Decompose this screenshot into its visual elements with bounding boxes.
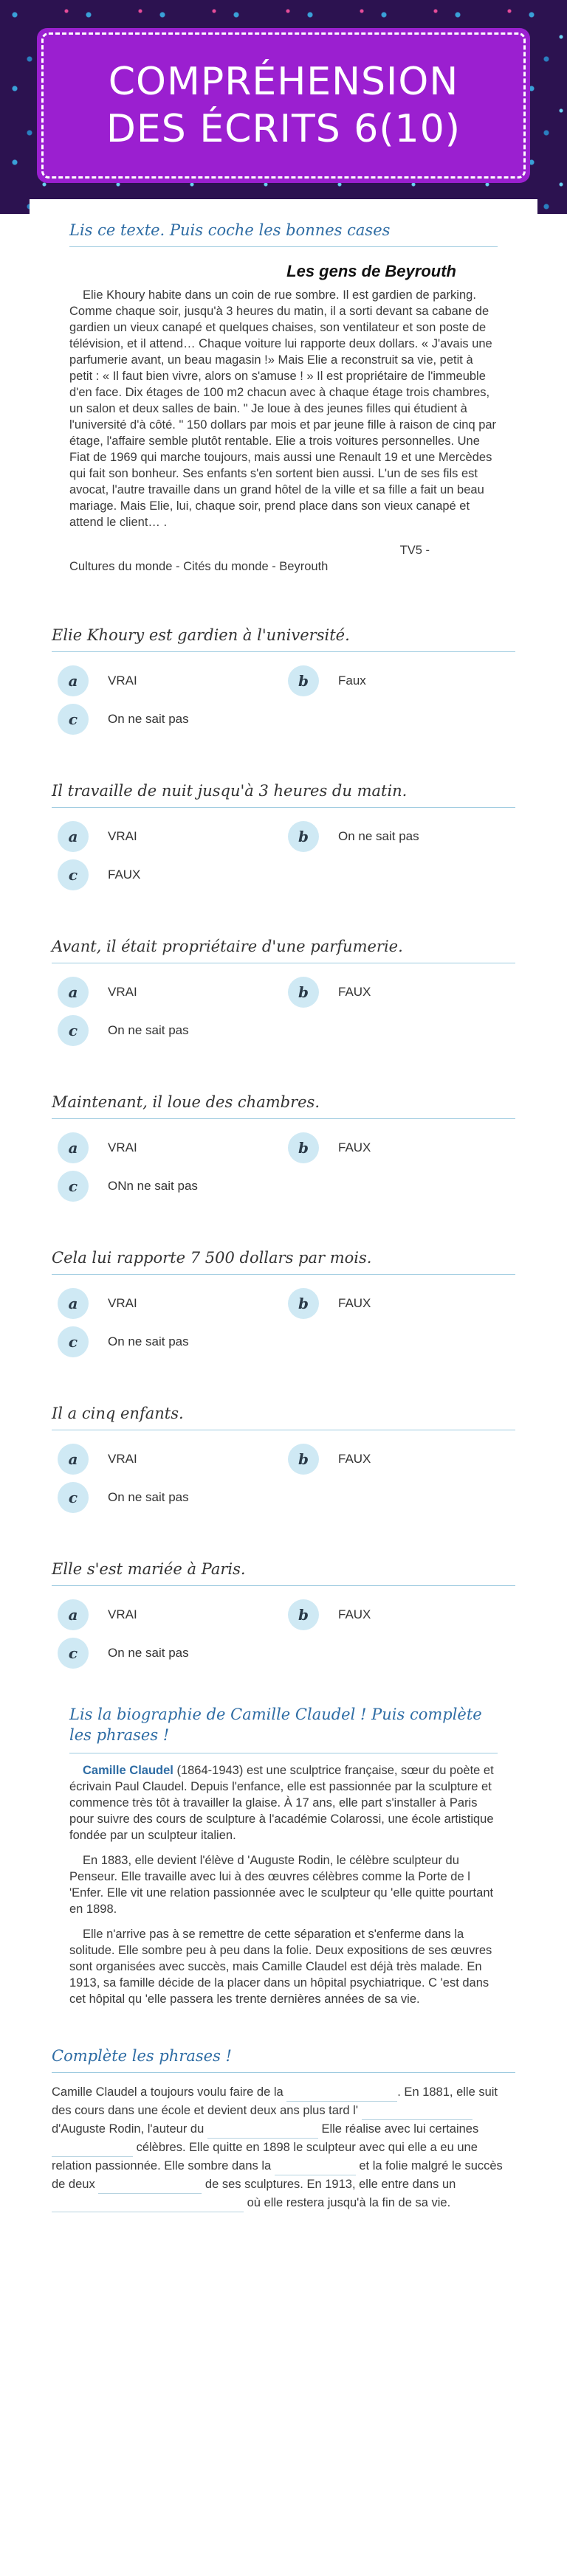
option-label: VRAI bbox=[108, 1140, 137, 1154]
option-label: On ne sait pas bbox=[108, 1023, 189, 1037]
fill-text-7: de ses sculptures. En 1913, elle entre dans un bbox=[205, 2178, 456, 2191]
answer-option-c[interactable] bbox=[58, 1171, 198, 1202]
option-label: VRAI bbox=[108, 829, 137, 843]
option-letter-badge: b bbox=[288, 1444, 319, 1475]
option-label: On ne sait pas bbox=[108, 1646, 189, 1660]
option-letter-badge: c bbox=[58, 704, 89, 735]
fill-instruction: Complète les phrases ! bbox=[52, 2047, 515, 2073]
bio-paragraph-2: En 1883, elle devient l'élève d 'Auguste Rodin, le célèbre sculpteur du Penseur. Elle travaille avec lui à des œuvres célèbres comme la Porte de l 'Enfer. Elle vit une relation passionnée avec le sculpteur qu 'elle quitte pourtant en 1898. bbox=[69, 1854, 494, 1916]
question-title: Elle s'est mariée à Paris. bbox=[52, 1560, 515, 1586]
fill-text-6: et la folie malgré le succès de deux bbox=[52, 2159, 503, 2191]
question-title: Maintenant, il loue des chambres. bbox=[52, 1093, 515, 1119]
fill-text-4: Elle réalise avec lui certaines bbox=[321, 2122, 479, 2136]
option-letter-badge: a bbox=[58, 977, 89, 1008]
option-letter-badge: a bbox=[58, 1288, 89, 1319]
article-source-left: Cultures du monde - Cités du monde - Beyrouth bbox=[69, 560, 329, 573]
answer-option-a[interactable] bbox=[58, 1444, 137, 1475]
answer-option-c[interactable] bbox=[58, 859, 140, 890]
question-block bbox=[52, 880, 515, 1039]
header-banner bbox=[37, 28, 530, 183]
worksheet-content bbox=[30, 199, 537, 2212]
bio-name-link[interactable]: Camille Claudel bbox=[83, 1764, 173, 1777]
answer-option-a[interactable] bbox=[58, 821, 137, 852]
option-letter-badge: c bbox=[58, 1326, 89, 1357]
answer-option-a[interactable] bbox=[58, 665, 137, 696]
answer-option-c[interactable] bbox=[58, 1482, 189, 1513]
bio-section bbox=[30, 1658, 537, 2007]
fill-text bbox=[52, 2083, 515, 2212]
answer-option-b[interactable] bbox=[288, 977, 371, 1008]
answer-option-c[interactable] bbox=[58, 1638, 189, 1669]
blank-input-3[interactable] bbox=[207, 2125, 318, 2139]
option-letter-badge: a bbox=[58, 1132, 89, 1163]
fill-text-2: . En 1881, elle suit des cours dans une école et devient deux ans plus tard l' bbox=[52, 2085, 498, 2117]
option-letter-badge: a bbox=[58, 665, 89, 696]
answer-option-b[interactable] bbox=[288, 665, 366, 696]
option-letter-badge: c bbox=[58, 1015, 89, 1046]
bio-p1-text: (1864-1943) est une sculptrice française, sœur du poète et écrivain Paul Claudel. Depuis l'enfance, elle est passionnée par la sculpture et commence très tôt à travailler la glaise. À 17 ans, elle part s'installer à Paris pour suivre des cours de sculpture à l'académie Colarossi, une école artistique fondée par un sculpteur italien. bbox=[69, 1764, 494, 1842]
question-title: Elie Khoury est gardien à l'université. bbox=[52, 626, 515, 652]
answer-option-c[interactable] bbox=[58, 1015, 189, 1046]
answer-option-a[interactable] bbox=[58, 1599, 137, 1630]
question-block bbox=[52, 1347, 515, 1506]
option-letter-badge: a bbox=[58, 1599, 89, 1630]
article-source-right: TV5 - bbox=[399, 544, 430, 557]
option-label: VRAI bbox=[108, 1296, 137, 1310]
option-label: FAUX bbox=[338, 1452, 371, 1466]
option-label: FAUX bbox=[338, 1296, 371, 1310]
question-block bbox=[52, 1191, 515, 1351]
option-letter-badge: b bbox=[288, 665, 319, 696]
option-letter-badge: c bbox=[58, 1638, 89, 1669]
blank-input-5[interactable] bbox=[275, 2162, 356, 2175]
option-letter-badge: a bbox=[58, 821, 89, 852]
blank-input-7[interactable] bbox=[52, 2199, 244, 2212]
option-letter-badge: c bbox=[58, 859, 89, 890]
answer-options bbox=[52, 665, 515, 728]
option-letter-badge: b bbox=[288, 821, 319, 852]
option-letter-badge: c bbox=[58, 1482, 89, 1513]
option-letter-badge: b bbox=[288, 1132, 319, 1163]
option-label: Faux bbox=[338, 674, 366, 688]
option-letter-badge: b bbox=[288, 1599, 319, 1630]
fill-text-8: où elle restera jusqu'à la fin de sa vie. bbox=[247, 2196, 451, 2209]
option-letter-badge: a bbox=[58, 1444, 89, 1475]
option-label: FAUX bbox=[338, 1140, 371, 1154]
answer-options bbox=[52, 1599, 515, 1662]
article-text bbox=[69, 287, 498, 575]
fill-text-5: célèbres. Elle quitte en 1898 le sculpteur avec qui elle a eu une relation passionnée. Elle sombre dans la bbox=[52, 2141, 478, 2172]
blank-input-2[interactable] bbox=[362, 2107, 472, 2120]
answer-option-a[interactable] bbox=[58, 1288, 137, 1319]
question-title: Il a cinq enfants. bbox=[52, 1405, 515, 1430]
option-label: On ne sait pas bbox=[338, 829, 419, 843]
option-label: VRAI bbox=[108, 1452, 137, 1466]
answer-options bbox=[52, 821, 515, 884]
answer-options bbox=[52, 1132, 515, 1195]
answer-options bbox=[52, 1444, 515, 1506]
fill-section bbox=[30, 2007, 537, 2212]
option-label: VRAI bbox=[108, 1607, 137, 1621]
option-label: FAUX bbox=[338, 1607, 371, 1621]
option-label: FAUX bbox=[108, 868, 141, 882]
option-label: ONn ne sait pas bbox=[108, 1179, 198, 1193]
question-block bbox=[52, 724, 515, 884]
option-label: On ne sait pas bbox=[108, 1334, 189, 1348]
option-letter-badge: c bbox=[58, 1171, 89, 1202]
article-body: Elie Khoury habite dans un coin de rue sombre. Il est gardien de parking. Comme chaque soir, jusqu'à 3 heures du matin, il a sorti devant sa cabane de gardien un vieux canapé et quelques chaises, son ventilateur et son poste de télévision, et il attend… Chaque voiture lui rapporte deux dollars. « J'avais une parfumerie avant, un beau magasin !» Mais Elie a reconstruit sa vie, petit à petit : « Il faut bien vivre, alors on s'amuse ! » Il est propriétaire de l'immeuble d'en face. Dix étages de 100 m2 chacun avec à chaque étage trois chambres, un salon et deux salles de bain. " Je loue à des jeunes filles qui étudient à l'université d'à côté. " 150 dollars par mois et par jeune fille à raison de cinq par étage, l'affaire semble plutôt rentable. Elie a trois voitures personnelles. Une Fiat de 1969 qui marche toujours, mais aussi une Renault 19 et une Mercèdes qui fait son bonheur. Ses enfants s'en sortent bien aussi. L'un de ses fils est avocat, l'autre travaille dans un grand hôtel de la ville et sa fille a fait un beau mariage. Mais Elie, lui, chaque soir, prend place dans son vieux canapé et attend le client… . bbox=[69, 288, 497, 529]
fill-text-3: d'Auguste Rodin, l'auteur du bbox=[52, 2122, 205, 2136]
question-block bbox=[52, 1503, 515, 1662]
blank-input-4[interactable] bbox=[52, 2144, 133, 2157]
answer-options bbox=[52, 1288, 515, 1351]
answer-option-b[interactable] bbox=[288, 1599, 371, 1630]
article-heading: Les gens de Beyrouth bbox=[286, 262, 456, 280]
answer-option-a[interactable] bbox=[58, 977, 137, 1008]
question-block bbox=[52, 575, 515, 728]
bio-paragraph-3: Elle n'arrive pas à se remettre de cette séparation et s'enferme dans la solitude. Elle sombre peu à peu dans la folie. Deux expositions de ses œuvres sont organisées avec succès, mais Camille Claudel est déjà très malade. En 1913, sa famille décide de la placer dans un hôpital psychiatrique. C 'est dans cet hôpital qu 'elle passera les trente dernières années de sa vie. bbox=[69, 1928, 492, 2006]
answer-option-b[interactable] bbox=[288, 1444, 371, 1475]
questions-list bbox=[30, 575, 537, 1662]
option-label: On ne sait pas bbox=[108, 712, 189, 726]
page-title: COMPRÉHENSION DES ÉCRITS 6(10) bbox=[106, 60, 461, 151]
answer-option-c[interactable] bbox=[58, 1326, 189, 1357]
bio-instruction: Lis la biographie de Camille Claudel ! Puis complète les phrases ! bbox=[69, 1704, 498, 1753]
header-banner-border bbox=[41, 32, 526, 179]
option-letter-badge: b bbox=[288, 1288, 319, 1319]
question-block bbox=[52, 1036, 515, 1195]
answer-option-b[interactable] bbox=[288, 1288, 371, 1319]
option-letter-badge: b bbox=[288, 977, 319, 1008]
option-label: VRAI bbox=[108, 985, 137, 999]
option-label: FAUX bbox=[338, 985, 371, 999]
question-title: Cela lui rapporte 7 500 dollars par mois. bbox=[52, 1249, 515, 1275]
blank-input-1[interactable] bbox=[286, 2088, 397, 2102]
answer-option-a[interactable] bbox=[58, 1132, 137, 1163]
question-title: Il travaille de nuit jusqu'à 3 heures du matin. bbox=[52, 782, 515, 808]
bio-paragraph-1 bbox=[69, 1762, 498, 1843]
option-label: On ne sait pas bbox=[108, 1490, 189, 1504]
reading-instruction: Lis ce texte. Puis coche les bonnes cases bbox=[69, 221, 498, 247]
bio-text bbox=[69, 1762, 498, 2007]
answer-option-c[interactable] bbox=[58, 704, 189, 735]
reading-section bbox=[30, 199, 537, 575]
question-title: Avant, il était propriétaire d'une parfumerie. bbox=[52, 938, 515, 963]
option-label: VRAI bbox=[108, 674, 137, 688]
fill-text-1: Camille Claudel a toujours voulu faire de la bbox=[52, 2085, 284, 2099]
answer-option-b[interactable] bbox=[288, 821, 419, 852]
blank-input-6[interactable] bbox=[98, 2181, 202, 2194]
answer-option-b[interactable] bbox=[288, 1132, 371, 1163]
answer-options bbox=[52, 977, 515, 1039]
